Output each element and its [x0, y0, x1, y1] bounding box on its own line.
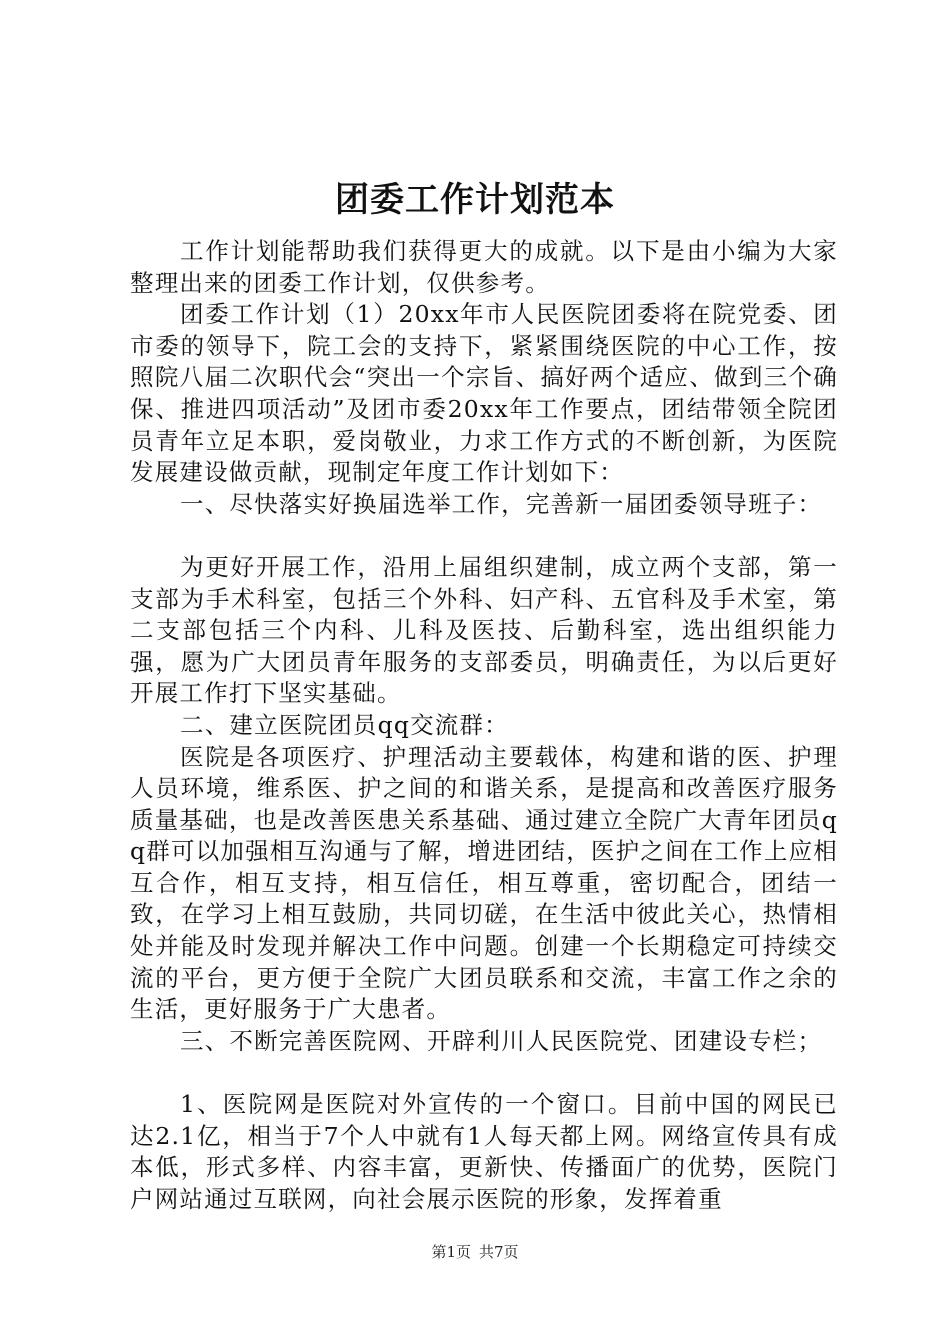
section-heading-2: 二、建立医院团员qq交流群：: [180, 710, 509, 739]
paragraph-intro: 工作计划能帮助我们获得更大的成就。以下是由小编为大家整理出来的团委工作计划，仅供参考。: [130, 237, 838, 297]
document-title: 团委工作计划范本: [335, 180, 615, 220]
paragraph-gap: [130, 520, 838, 552]
paragraph-section-3-item-1: 1、医院网是医院对外宣传的一个窗口。目前中国的网民已达2.1亿，相当于7个人中就有1人每天都上网。网络宣传具有成本低，形式多样、内容丰富，更新快、传播面广的优势，医院门户网站通过互联网，向社会展示医院的形象，发挥着重: [130, 1090, 838, 1213]
paragraph-section-1: 为更好开展工作，沿用上届组织建制，成立两个支部，第一支部为手术科室，包括三个外科、妇产科、五官科及手术室，第二支部包括三个内科、儿科及医技、后勤科室，选出组织能力强，愿为广大团员青年服务的支部委员，明确责任，为以后更好开展工作打下坚实基础。: [130, 552, 838, 708]
paragraph-section-2: 医院是各项医疗、护理活动主要载体，构建和谐的医、护理人员环境，维系医、护之间的和谐关系，是提高和改善医疗服务质量基础，也是改善医患关系基础、通过建立全院广大青年团员qq群可以加强相互沟通与了解，增进团结，医护之间在工作上应相互合作，相互支持，相互信任，相互尊重，密切配合，团结一致，在学习上相互鼓励，共同切磋，在生活中彼此关心，热情相处并能及时发现并解决工作中问题。创建一个长期稳定可持续交流的平台，更方便于全院广大团员联系和交流，丰富工作之余的生活，更好服务于广大患者。: [130, 742, 838, 1024]
page-number: 第1页: [431, 1243, 471, 1261]
paragraph-gap: [130, 1057, 838, 1089]
document-body: [130, 236, 838, 1215]
section-heading-1: 一、尽快落实好换届选举工作，完善新一届团委领导班子：: [180, 489, 823, 518]
section-heading-3: 三、不断完善医院网、开辟利川人民医院党、团建设专栏；: [180, 1026, 823, 1055]
page-footer: [0, 1242, 950, 1262]
page-total: 共7页: [479, 1243, 519, 1261]
paragraph-plan-overview: 团委工作计划（1）20xx年市人民医院团委将在院党委、团市委的领导下，院工会的支持下，紧紧围绕医院的中心工作，按照院八届二次职代会“突出一个宗旨、搞好两个适应、做到三个确保、推进四项活动”及团市委20xx年工作要点，团结带领全院团员青年立足本职，爱岗敬业，力求工作方式的不断创新，为医院发展建设做贡献，现制定年度工作计划如下：: [130, 300, 838, 487]
